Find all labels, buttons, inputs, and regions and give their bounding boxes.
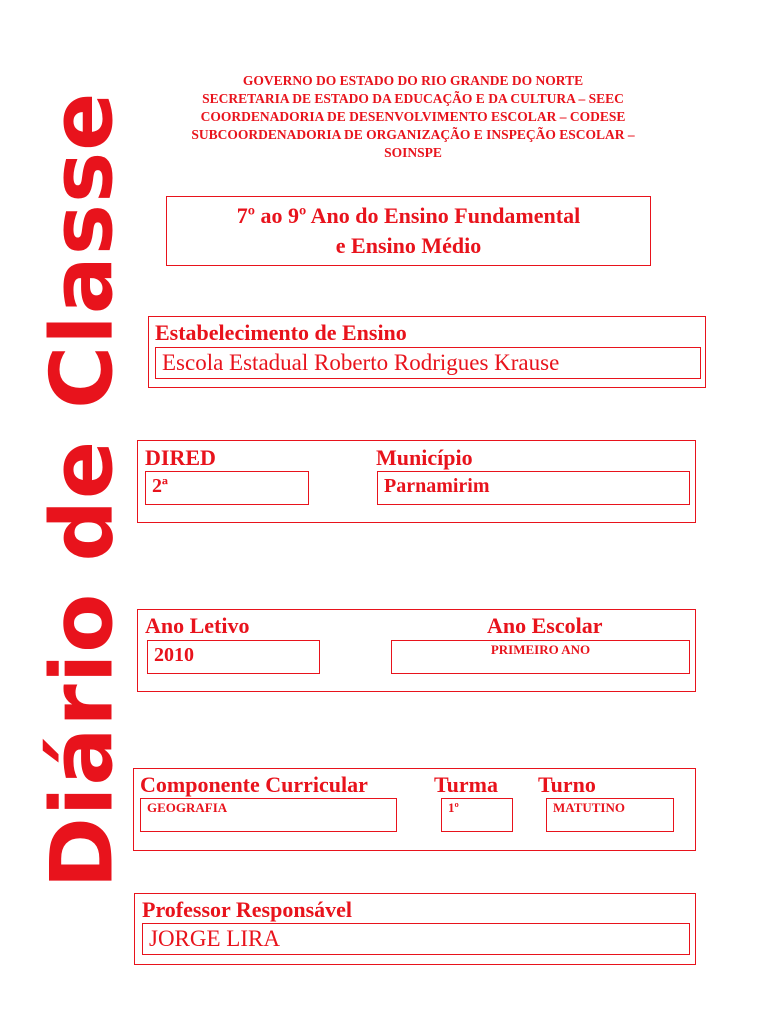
turma-field[interactable]: 1º [441,798,513,832]
professor-label: Professor Responsável [142,897,353,922]
institution-header [150,72,676,162]
vertical-title-text: Diário de Classe [32,91,133,889]
header-line: SUBCOORDENADORIA DE ORGANIZAÇÃO E INSPEÇÃO ESCOLAR – [191,127,635,142]
header-line: SECRETARIA DE ESTADO DA EDUCAÇÃO E DA CULTURA – SEEC [202,91,624,106]
municipio-label: Município [376,445,473,470]
dired-municipio-section [137,440,696,523]
header-line: GOVERNO DO ESTADO DO RIO GRANDE DO NORTE [242,73,584,88]
education-level-box [166,196,651,266]
professor-field[interactable]: JORGE LIRA [142,923,690,955]
header-line: SOINSPE [384,145,442,160]
municipio-field[interactable]: Parnamirim [377,471,690,505]
professor-section [134,893,696,965]
dired-field[interactable]: 2ª [145,471,309,505]
ano-letivo-field[interactable]: 2010 [147,640,320,674]
ano-letivo-label: Ano Letivo [145,613,250,638]
education-level-line1: 7º ao 9º Ano do Ensino Fundamental [236,203,581,228]
turma-label: Turma [434,772,498,797]
turno-label: Turno [538,772,596,797]
dired-label: DIRED [145,445,216,470]
turno-field[interactable]: MATUTINO [546,798,674,832]
school-section [148,316,706,388]
school-field[interactable]: Escola Estadual Roberto Rodrigues Krause [155,347,701,379]
header-line: COORDENADORIA DE DESENVOLVIMENTO ESCOLAR – CODESE [200,109,626,124]
ano-escolar-field[interactable]: PRIMEIRO ANO [391,640,690,674]
school-label: Estabelecimento de Ensino [155,320,407,345]
componente-section [133,768,696,851]
vertical-title [32,70,133,910]
componente-field[interactable]: GEOGRAFIA [140,798,397,832]
componente-label: Componente Curricular [140,772,368,797]
education-level-line2: e Ensino Médio [335,233,482,258]
ano-section [137,609,696,692]
ano-escolar-label: Ano Escolar [487,613,603,638]
